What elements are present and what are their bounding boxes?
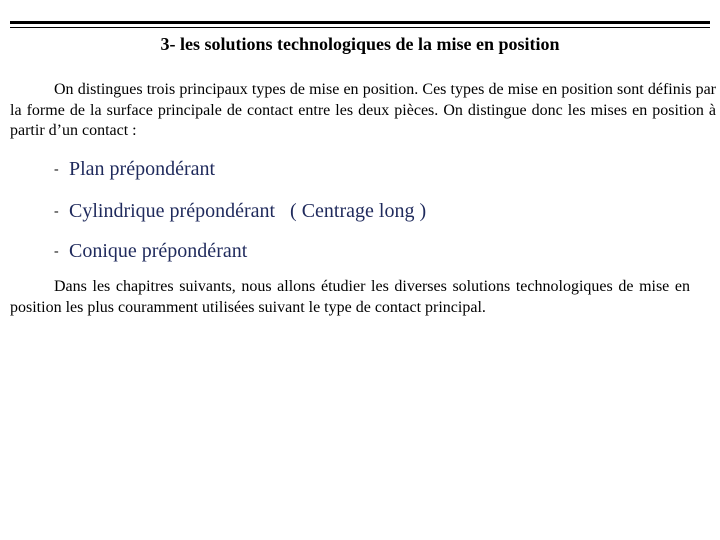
title-rule-thick [10, 21, 710, 24]
bullet-label: Conique prépondérant [69, 240, 248, 262]
list-item [54, 158, 215, 181]
page-title: 3- les solutions technologiques de la mise en position [160, 34, 560, 54]
bullet-marker: - [54, 204, 59, 219]
list-item [54, 200, 426, 223]
bullet-label: Cylindrique prépondérant ( Centrage long ) [69, 200, 427, 222]
title-rule-thin [10, 27, 710, 28]
bullet-label: Plan prépondérant [69, 158, 216, 180]
bullet-marker: - [54, 162, 59, 177]
outro-text: Dans les chapitres suivants, nous allons étudier les diverses solutions technologiques de mise en position les plus couramment utilisées suivant le type de contact principal. [10, 278, 690, 316]
intro-text: On distingues trois principaux types de mise en position. Ces types de mise en position sont définis par la forme de la surface principale de contact entre les deux pièces. On distingue donc les mises en position à partir d’un contact : [10, 81, 716, 139]
list-item [54, 240, 247, 263]
intro-paragraph [10, 80, 716, 142]
outro-paragraph [10, 277, 690, 318]
bullet-marker: - [54, 244, 59, 259]
